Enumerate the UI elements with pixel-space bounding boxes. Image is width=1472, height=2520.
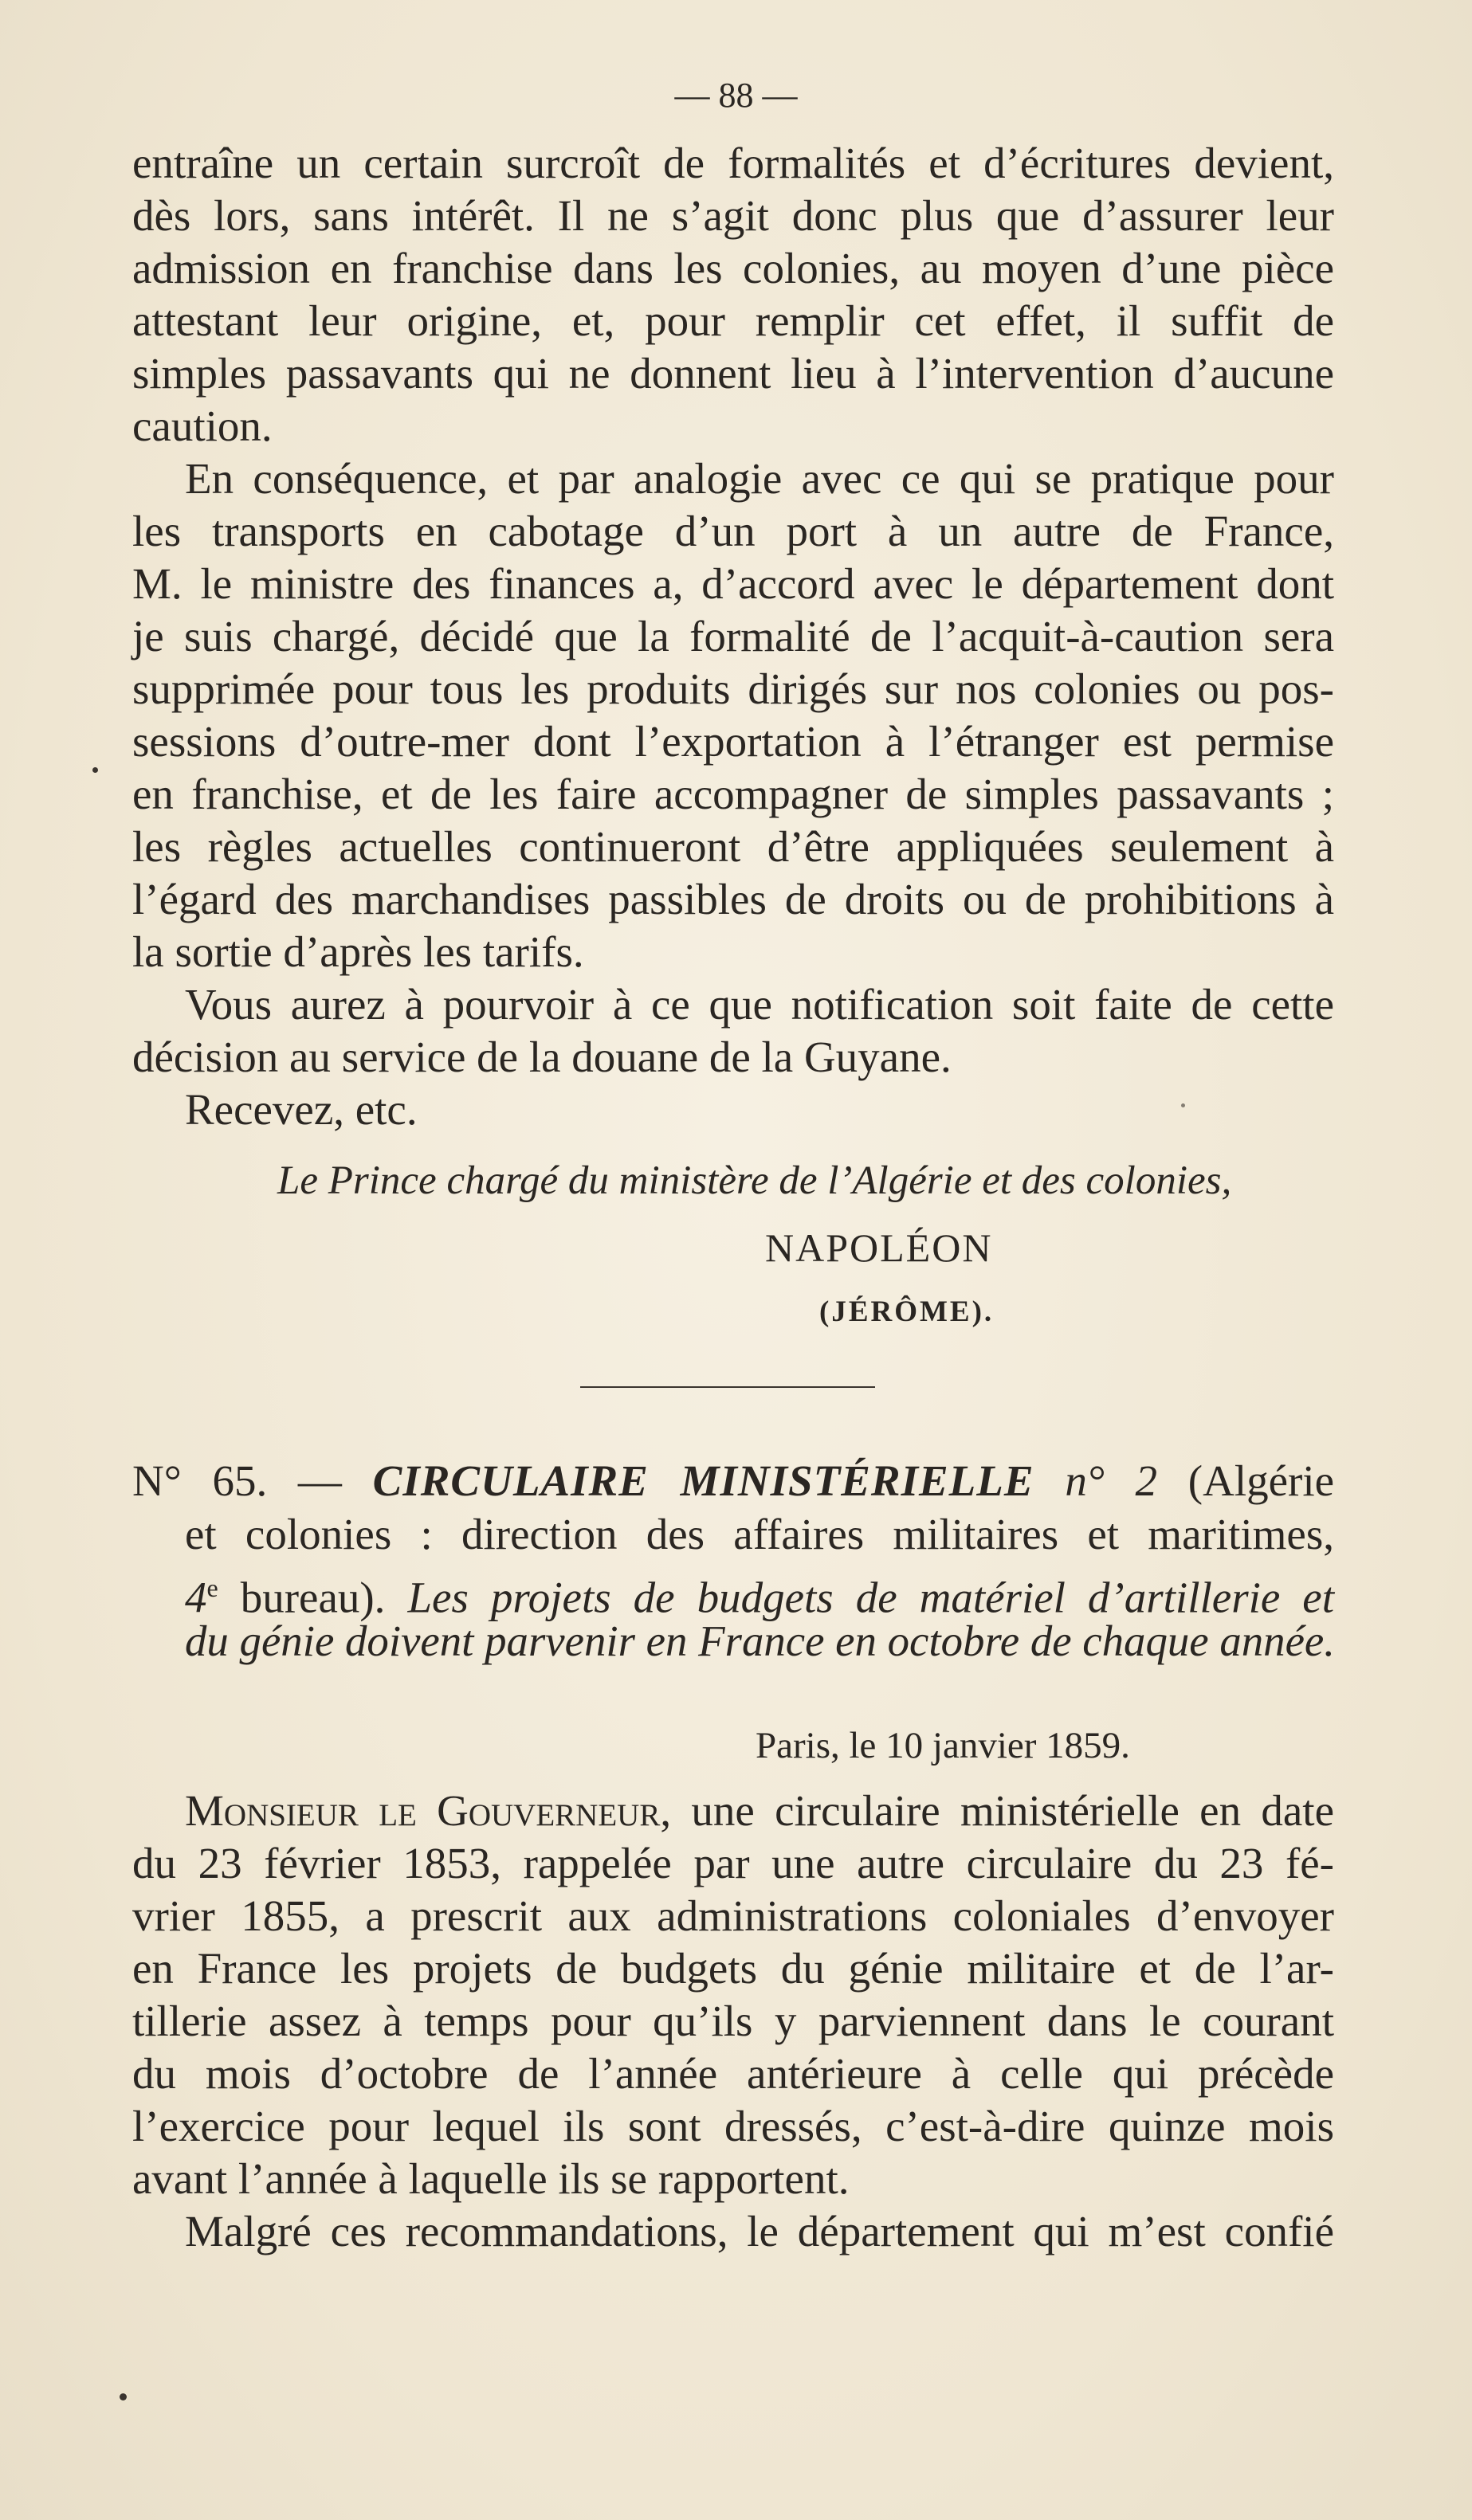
text-line: simples passavants qui ne donnent lieu à l’intervention d’aucune: [132, 349, 1334, 398]
salutation: Monsieur le Gouverneur,: [185, 1786, 672, 1835]
signature-title: Le Prince chargé du ministère de l’Algérie et des colonies,: [277, 1158, 1232, 1203]
circular-n: n° 2: [1065, 1456, 1158, 1505]
date-line: Paris, le 10 janvier 1859.: [756, 1725, 1130, 1766]
text-line: les règles actuelles continueront d’être appliquées seulement à: [132, 822, 1334, 871]
text-line: je suis chargé, décidé que la formalité de l’acquit-à-caution sera: [132, 612, 1334, 660]
letter-line: en France les projets de budgets du génie militaire et de l’ar-: [132, 1944, 1334, 1993]
text-line: En conséquence, et par analogie avec ce qui se pratique pour: [185, 454, 1334, 503]
text-line: admission en franchise dans les colonies, au moyen d’une pièce: [132, 244, 1334, 292]
text-line: caution.: [132, 402, 273, 450]
bureau-number: 4: [185, 1573, 207, 1622]
bureau-label: bureau).: [218, 1573, 386, 1622]
circular-number: N° 65. —: [132, 1456, 342, 1505]
text-line: les transports en cabotage d’un port à un autre de France,: [132, 507, 1334, 555]
text-line: attestant leur origine, et, pour remplir cet effet, il suffit de: [132, 296, 1334, 345]
text-line: entraîne un certain surcroît de formalités et d’écritures devient,: [132, 139, 1334, 187]
text-line: en franchise, et de les faire accompagner de simples passavants ;: [132, 770, 1334, 818]
circular-summary: Les projets de budgets de matériel d’artillerie et: [407, 1573, 1334, 1622]
circular-region: (Algérie: [1187, 1456, 1335, 1505]
signature-subname: (JÉRÔME).: [819, 1295, 995, 1328]
letter-line: du mois d’octobre de l’année antérieure à celle qui précède: [132, 2049, 1334, 2098]
closing-line: Recevez, etc.: [185, 1085, 418, 1134]
letter-line: l’exercice pour lequel ils sont dressés, c’est-à-dire quinze mois: [132, 2102, 1334, 2150]
text-line: dès lors, sans intérêt. Il ne s’agit donc plus que d’assurer leur: [132, 191, 1334, 240]
letter-line: [185, 1785, 1334, 1837]
letter-line: avant l’année à laquelle ils se rapportent.: [132, 2154, 850, 2203]
letter-line: Malgré ces recommandations, le département qui m’est confié: [185, 2207, 1334, 2255]
paper-speck: [92, 767, 98, 773]
text-line: sessions d’outre-mer dont l’exportation à l’étranger est permise: [132, 717, 1334, 766]
text-line: M. le ministre des finances a, d’accord avec le département dont: [132, 559, 1334, 608]
letter-text: une circulaire ministérielle en date: [671, 1786, 1334, 1835]
section-divider: [580, 1386, 875, 1388]
letter-line: vrier 1855, a prescrit aux administrations coloniales d’envoyer: [132, 1891, 1334, 1940]
page-number: — 88 —: [674, 76, 798, 115]
text-line: la sortie d’après les tarifs.: [132, 927, 584, 976]
paper-speck: [120, 2393, 127, 2400]
text-line: décision au service de la douane de la Guyane.: [132, 1033, 952, 1081]
text-line: l’égard des marchandises passibles de droits ou de prohibitions à: [132, 875, 1334, 923]
text-line: Vous aurez à pourvoir à ce que notification soit faite de cette: [185, 980, 1334, 1029]
signature-name: NAPOLÉON: [765, 1225, 993, 1270]
letter-line: du 23 février 1853, rappelée par une autre circulaire du 23 fé-: [132, 1839, 1334, 1887]
circular-title: CIRCULAIRE MINISTÉRIELLE: [372, 1456, 1034, 1505]
bureau-superscript: e: [206, 1574, 218, 1602]
paper-speck: [1181, 1103, 1185, 1107]
circular-heading-line: [132, 1455, 1334, 1507]
letter-line: tillerie assez à temps pour qu’ils y parviennent dans le courant: [132, 1997, 1334, 2045]
circular-summary-line: du génie doivent parvenir en France en octobre de chaque année.: [185, 1617, 1335, 1665]
text-line: supprimée pour tous les produits dirigés sur nos colonies ou pos-: [132, 664, 1334, 713]
circular-heading-line: et colonies : direction des affaires militaires et maritimes,: [185, 1510, 1334, 1558]
